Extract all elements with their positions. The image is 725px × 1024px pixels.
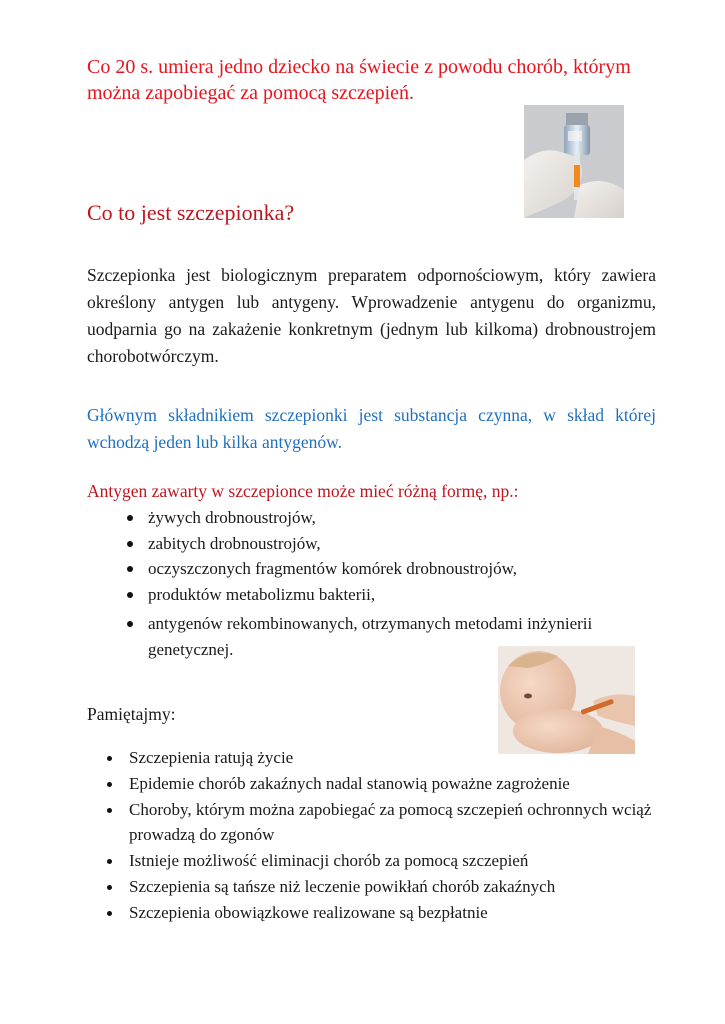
baby-vaccination-photo <box>498 646 635 754</box>
antigen-forms-intro: Antygen zawarty w szczepionce może mieć różną formę, np.: <box>87 481 519 501</box>
list-item: Szczepienia są tańsze niż leczenie powikłań chorób zakaźnych <box>129 874 669 900</box>
list-item: antygenów rekombinowanych, otrzymanych metodami inżynierii genetycznej. <box>148 611 608 662</box>
list-item: Choroby, którym można zapobiegać za pomocą szczepień ochronnych wciąż prowadzą do zgonów <box>129 797 669 849</box>
definition-paragraph: Szczepionka jest biologicznym preparatem odpornościowym, który zawiera określony antygen lub antygeny. Wprowadzenie antygenu do organizmu, uodparnia go na zakażenie konkretnym (jednym lub kilkoma) drobnoustrojem chorobotwórczym. <box>87 265 656 366</box>
list-item: Epidemie chorób zakaźnych nadal stanowią poważne zagrożenie <box>129 771 669 797</box>
section-heading: Co to jest szczepionka? <box>87 200 295 225</box>
remember-label: Pamiętajmy: <box>87 704 176 724</box>
list-item: produktów metabolizmu bakterii, <box>148 582 608 608</box>
list-item: oczyszczonych fragmentów komórek drobnoustrojów, <box>148 556 608 582</box>
list-item: Szczepienia obowiązkowe realizowane są bezpłatnie <box>129 900 669 926</box>
remember-list <box>87 745 669 926</box>
intro-statement: Co 20 s. umiera jedno dziecko na świecie z powodu chorób, którym można zapobiegać za pomocą szczepień. <box>87 56 631 104</box>
list-item: żywych drobnoustrojów, <box>148 505 608 531</box>
list-item: Szczepienia ratują życie <box>129 745 669 771</box>
list-item: Istnieje możliwość eliminacji chorób za pomocą szczepień <box>129 848 669 874</box>
main-component-paragraph: Głównym składnikiem szczepionki jest substancja czynna, w skład której wchodzą jeden lub kilka antygenów. <box>87 405 656 452</box>
list-item: zabitych drobnoustrojów, <box>148 531 608 557</box>
antigen-forms-list <box>100 505 608 662</box>
vaccine-vial-photo <box>524 105 624 218</box>
